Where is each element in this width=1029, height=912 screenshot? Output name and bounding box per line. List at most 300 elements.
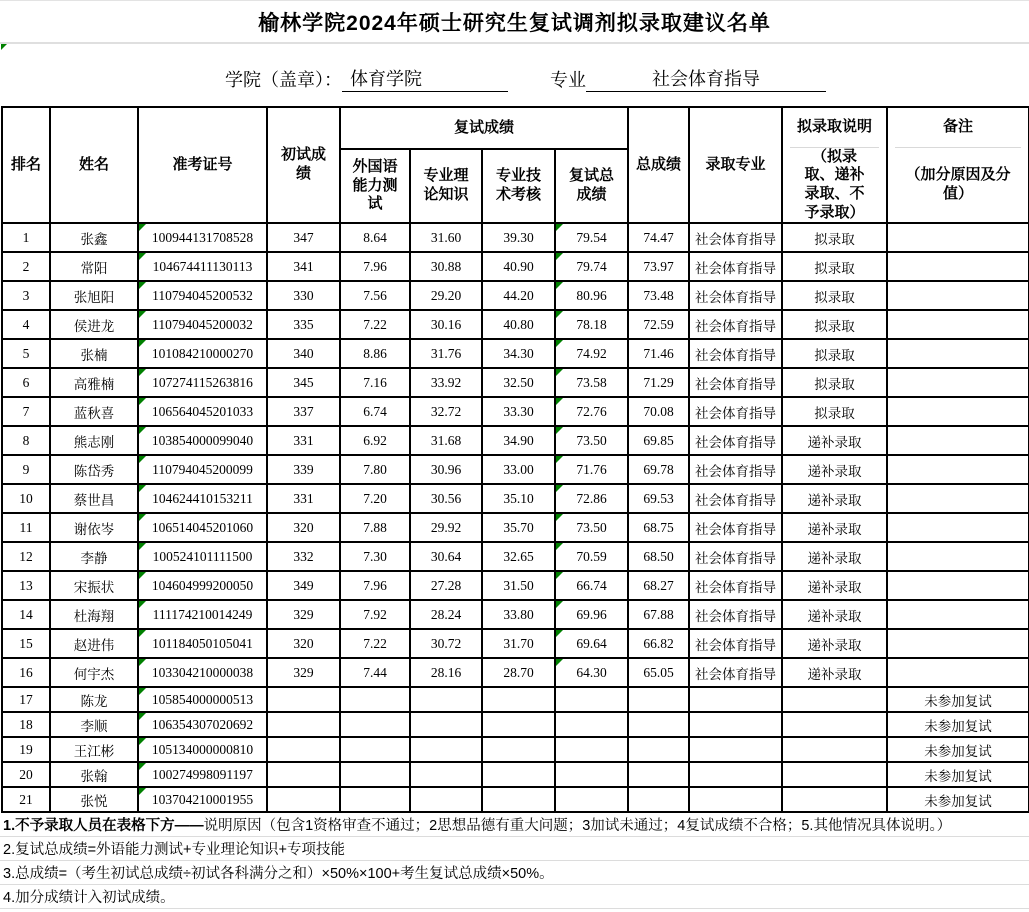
cell-remark[interactable]	[887, 571, 1029, 600]
cell-exam-id[interactable]: 103304210000038	[138, 658, 267, 687]
cell-exam-id[interactable]: 100524101111500	[138, 542, 267, 571]
cell-rank[interactable]: 15	[2, 629, 50, 658]
cell-admit-major[interactable]: 社会体育指导	[689, 368, 782, 397]
cell-exam-id[interactable]: 107274115263816	[138, 368, 267, 397]
cell-decision[interactable]	[782, 762, 887, 787]
cell-remark[interactable]: 未参加复试	[887, 687, 1029, 712]
cell-foreign-score[interactable]	[340, 762, 410, 787]
cell-retest-total-score[interactable]	[555, 712, 628, 737]
cell-theory-score[interactable]: 30.88	[410, 252, 482, 281]
cell-total-score[interactable]	[628, 737, 689, 762]
table-row	[2, 629, 1029, 658]
cell-admit-major[interactable]	[689, 787, 782, 812]
cell-technical-score[interactable]: 34.90	[482, 426, 555, 455]
cell-name[interactable]: 杜海翔	[50, 600, 138, 629]
cell-foreign-score[interactable]: 7.80	[340, 455, 410, 484]
cell-technical-score[interactable]: 35.10	[482, 484, 555, 513]
cell-admit-major[interactable]: 社会体育指导	[689, 542, 782, 571]
cell-total-score[interactable]: 67.88	[628, 600, 689, 629]
cell-foreign-score[interactable]	[340, 787, 410, 812]
cell-total-score[interactable]: 68.75	[628, 513, 689, 542]
cell-corner-marker-icon	[556, 311, 563, 318]
cell-name[interactable]: 张悦	[50, 787, 138, 812]
cell-total-score[interactable]: 73.48	[628, 281, 689, 310]
cell-exam-id[interactable]: 100274998091197	[138, 762, 267, 787]
cell-name[interactable]: 赵进伟	[50, 629, 138, 658]
cell-initial-score[interactable]: 331	[267, 484, 340, 513]
cell-foreign-score[interactable]	[340, 687, 410, 712]
cell-retest-total-score[interactable]: 70.59	[555, 542, 628, 571]
cell-total-score[interactable]	[628, 687, 689, 712]
cell-remark[interactable]	[887, 600, 1029, 629]
cell-name[interactable]: 陈岱秀	[50, 455, 138, 484]
col-header-retest-group[interactable]: 复试成绩	[340, 107, 628, 149]
footnote-bold-text: 1.不予录取人员在表格下方——	[3, 818, 204, 834]
cell-foreign-score[interactable]: 7.16	[340, 368, 410, 397]
cell-initial-score[interactable]	[267, 737, 340, 762]
cell-technical-score[interactable]: 40.90	[482, 252, 555, 281]
cell-decision[interactable]: 递补录取	[782, 455, 887, 484]
cell-initial-score[interactable]	[267, 712, 340, 737]
cell-rank[interactable]: 19	[2, 737, 50, 762]
cell-retest-total-score[interactable]: 79.54	[555, 223, 628, 252]
cell-remark[interactable]: 未参加复试	[887, 787, 1029, 812]
cell-retest-total-score[interactable]: 74.92	[555, 339, 628, 368]
cell-retest-total-score[interactable]: 79.74	[555, 252, 628, 281]
cell-total-score[interactable]: 71.46	[628, 339, 689, 368]
cell-remark[interactable]: 未参加复试	[887, 712, 1029, 737]
cell-exam-id[interactable]: 106354307020692	[138, 712, 267, 737]
cell-admit-major[interactable]	[689, 712, 782, 737]
cell-retest-total-score[interactable]: 73.58	[555, 368, 628, 397]
cell-initial-score[interactable]: 339	[267, 455, 340, 484]
cell-theory-score[interactable]: 32.72	[410, 397, 482, 426]
cell-total-score[interactable]: 73.97	[628, 252, 689, 281]
cell-remark[interactable]	[887, 658, 1029, 687]
cell-decision[interactable]: 拟录取	[782, 310, 887, 339]
cell-theory-score[interactable]: 30.16	[410, 310, 482, 339]
cell-remark[interactable]: 未参加复试	[887, 762, 1029, 787]
cell-admit-major[interactable]: 社会体育指导	[689, 223, 782, 252]
cell-decision[interactable]: 递补录取	[782, 426, 887, 455]
cell-rank[interactable]: 1	[2, 223, 50, 252]
cell-rank[interactable]: 10	[2, 484, 50, 513]
cell-theory-score[interactable]: 30.64	[410, 542, 482, 571]
cell-total-score[interactable]	[628, 712, 689, 737]
cell-foreign-score[interactable]: 8.64	[340, 223, 410, 252]
cell-name[interactable]: 高雅楠	[50, 368, 138, 397]
cell-remark[interactable]	[887, 513, 1029, 542]
cell-admit-major[interactable]: 社会体育指导	[689, 252, 782, 281]
cell-name[interactable]: 蔡世昌	[50, 484, 138, 513]
cell-theory-score[interactable]	[410, 687, 482, 712]
cell-theory-score[interactable]: 31.60	[410, 223, 482, 252]
cell-corner-marker-icon	[139, 572, 146, 579]
cell-initial-score[interactable]: 329	[267, 658, 340, 687]
table-row	[2, 513, 1029, 542]
cell-foreign-score[interactable]: 7.96	[340, 571, 410, 600]
cell-retest-total-score[interactable]: 72.86	[555, 484, 628, 513]
cell-admit-major[interactable]: 社会体育指导	[689, 339, 782, 368]
table-row	[2, 658, 1029, 687]
cell-corner-marker-icon	[556, 659, 563, 666]
col-header-rank[interactable]: 排名	[2, 107, 50, 223]
cell-initial-score[interactable]: 330	[267, 281, 340, 310]
footnote-text: 4.加分成绩计入初试成绩。	[3, 890, 175, 906]
cell-rank[interactable]: 9	[2, 455, 50, 484]
cell-corner-marker-icon	[556, 601, 563, 608]
cell-initial-score[interactable]: 332	[267, 542, 340, 571]
cell-theory-score[interactable]	[410, 737, 482, 762]
cell-exam-id[interactable]: 110794045200032	[138, 310, 267, 339]
cell-admit-major[interactable]: 社会体育指导	[689, 310, 782, 339]
cell-initial-score[interactable]	[267, 762, 340, 787]
cell-remark[interactable]	[887, 629, 1029, 658]
table-row	[2, 687, 1029, 712]
table-row	[2, 397, 1029, 426]
footnote-text: 说明原因（包含1资格审查不通过；2思想品德有重大问题；3加试未通过；4复试成绩不合格；5.其他情况具体说明。）	[203, 818, 952, 834]
cell-remark[interactable]	[887, 455, 1029, 484]
cell-corner-marker-icon	[139, 282, 146, 289]
cell-exam-id[interactable]: 105134000000810	[138, 737, 267, 762]
cell-admit-major[interactable]	[689, 762, 782, 787]
cell-technical-score[interactable]: 33.30	[482, 397, 555, 426]
cell-admit-major[interactable]: 社会体育指导	[689, 658, 782, 687]
cell-initial-score[interactable]: 340	[267, 339, 340, 368]
cell-admit-major[interactable]	[689, 687, 782, 712]
table-row	[2, 339, 1029, 368]
cell-decision[interactable]: 递补录取	[782, 542, 887, 571]
cell-initial-score[interactable]: 331	[267, 426, 340, 455]
cell-theory-score[interactable]: 31.68	[410, 426, 482, 455]
col-header-decision[interactable]	[782, 107, 887, 223]
cell-retest-total-score[interactable]: 72.76	[555, 397, 628, 426]
cell-foreign-score[interactable]: 7.92	[340, 600, 410, 629]
cell-technical-score[interactable]: 31.50	[482, 571, 555, 600]
cell-theory-score[interactable]	[410, 712, 482, 737]
cell-remark[interactable]	[887, 542, 1029, 571]
cell-decision[interactable]: 拟录取	[782, 397, 887, 426]
cell-retest-total-score[interactable]	[555, 687, 628, 712]
cell-theory-score[interactable]	[410, 762, 482, 787]
cell-rank[interactable]: 5	[2, 339, 50, 368]
cell-theory-score[interactable]: 29.20	[410, 281, 482, 310]
cell-exam-id[interactable]: 101184050105041	[138, 629, 267, 658]
decision-header-title: 拟录取说明	[790, 108, 879, 148]
cell-foreign-score[interactable]: 8.86	[340, 339, 410, 368]
cell-admit-major[interactable]: 社会体育指导	[689, 281, 782, 310]
cell-exam-id[interactable]: 101084210000270	[138, 339, 267, 368]
cell-foreign-score[interactable]	[340, 737, 410, 762]
cell-initial-score[interactable]: 337	[267, 397, 340, 426]
cell-total-score[interactable]: 70.08	[628, 397, 689, 426]
cell-retest-total-score[interactable]: 78.18	[555, 310, 628, 339]
cell-total-score[interactable]: 72.59	[628, 310, 689, 339]
cell-retest-total-score[interactable]: 73.50	[555, 513, 628, 542]
cell-exam-id[interactable]: 110794045200099	[138, 455, 267, 484]
cell-name[interactable]: 张鑫	[50, 223, 138, 252]
cell-name[interactable]: 侯进龙	[50, 310, 138, 339]
cell-foreign-score[interactable]: 7.30	[340, 542, 410, 571]
cell-name[interactable]: 宋振状	[50, 571, 138, 600]
cell-technical-score[interactable]: 44.20	[482, 281, 555, 310]
cell-foreign-score[interactable]: 7.22	[340, 629, 410, 658]
cell-total-score[interactable]: 71.29	[628, 368, 689, 397]
cell-retest-total-score[interactable]	[555, 787, 628, 812]
table-row	[2, 542, 1029, 571]
cell-admit-major[interactable]: 社会体育指导	[689, 629, 782, 658]
cell-exam-id[interactable]: 111174210014249	[138, 600, 267, 629]
cell-rank[interactable]: 21	[2, 787, 50, 812]
cell-rank[interactable]: 12	[2, 542, 50, 571]
cell-initial-score[interactable]	[267, 687, 340, 712]
cell-theory-score[interactable]: 27.28	[410, 571, 482, 600]
cell-rank[interactable]: 16	[2, 658, 50, 687]
cell-exam-id[interactable]: 106514045201060	[138, 513, 267, 542]
cell-total-score[interactable]: 69.85	[628, 426, 689, 455]
cell-name[interactable]: 张楠	[50, 339, 138, 368]
cell-initial-score[interactable]	[267, 787, 340, 812]
cell-theory-score[interactable]: 28.16	[410, 658, 482, 687]
cell-retest-total-score[interactable]: 69.64	[555, 629, 628, 658]
cell-remark[interactable]	[887, 368, 1029, 397]
cell-theory-score[interactable]: 29.92	[410, 513, 482, 542]
cell-exam-id[interactable]: 103854000099040	[138, 426, 267, 455]
cell-theory-score[interactable]	[410, 787, 482, 812]
cell-corner-marker-icon	[139, 601, 146, 608]
cell-exam-id[interactable]: 100944131708528	[138, 223, 267, 252]
cell-name[interactable]: 谢依岑	[50, 513, 138, 542]
cell-total-score[interactable]: 68.27	[628, 571, 689, 600]
cell-exam-id[interactable]: 103704210001955	[138, 787, 267, 812]
cell-initial-score[interactable]: 341	[267, 252, 340, 281]
cell-name[interactable]: 何宇杰	[50, 658, 138, 687]
cell-corner-marker-icon	[139, 311, 146, 318]
table-row	[2, 455, 1029, 484]
cell-rank[interactable]: 20	[2, 762, 50, 787]
results-table	[1, 106, 1029, 813]
col-header-initial-score[interactable]: 初试成绩	[267, 107, 340, 223]
cell-decision[interactable]	[782, 712, 887, 737]
cell-technical-score[interactable]: 32.65	[482, 542, 555, 571]
cell-foreign-score[interactable]: 7.56	[340, 281, 410, 310]
cell-retest-total-score[interactable]	[555, 762, 628, 787]
cell-foreign-score[interactable]: 6.92	[340, 426, 410, 455]
cell-decision[interactable]: 拟录取	[782, 281, 887, 310]
col-header-remark[interactable]	[887, 107, 1029, 223]
cell-retest-total-score[interactable]	[555, 737, 628, 762]
cell-decision[interactable]: 拟录取	[782, 223, 887, 252]
cell-decision[interactable]: 拟录取	[782, 339, 887, 368]
cell-initial-score[interactable]: 320	[267, 629, 340, 658]
cell-rank[interactable]: 11	[2, 513, 50, 542]
col-header-foreign-lang[interactable]: 外国语能力测试	[340, 149, 410, 223]
footnotes	[0, 813, 1029, 909]
cell-admit-major[interactable]	[689, 737, 782, 762]
cell-corner-marker-icon	[139, 738, 146, 745]
decision-header-subtitle: （拟录取、递补录取、不予录取）	[804, 147, 865, 221]
cell-name[interactable]: 常阳	[50, 252, 138, 281]
cell-rank[interactable]: 18	[2, 712, 50, 737]
cell-total-score[interactable]	[628, 762, 689, 787]
cell-total-score[interactable]: 69.78	[628, 455, 689, 484]
cell-admit-major[interactable]: 社会体育指导	[689, 484, 782, 513]
cell-retest-total-score[interactable]: 73.50	[555, 426, 628, 455]
footnote-text: 3.总成绩=（考生初试总成绩÷初试各科满分之和）×50%×100+考生复试总成绩×50%。	[3, 866, 554, 882]
col-header-theory[interactable]: 专业理论知识	[410, 149, 482, 223]
cell-rank[interactable]: 7	[2, 397, 50, 426]
cell-remark[interactable]	[887, 397, 1029, 426]
cell-exam-id[interactable]: 110794045200532	[138, 281, 267, 310]
cell-admit-major[interactable]: 社会体育指导	[689, 426, 782, 455]
cell-total-score[interactable]	[628, 787, 689, 812]
cell-technical-score[interactable]: 28.70	[482, 658, 555, 687]
cell-name[interactable]: 陈龙	[50, 687, 138, 712]
cell-name[interactable]: 张旭阳	[50, 281, 138, 310]
cell-admit-major[interactable]: 社会体育指导	[689, 600, 782, 629]
cell-exam-id[interactable]: 104604999200050	[138, 571, 267, 600]
cell-decision[interactable]: 递补录取	[782, 484, 887, 513]
cell-admit-major[interactable]: 社会体育指导	[689, 513, 782, 542]
cell-remark[interactable]	[887, 484, 1029, 513]
cell-decision[interactable]: 递补录取	[782, 571, 887, 600]
cell-remark[interactable]	[887, 223, 1029, 252]
cell-initial-score[interactable]: 347	[267, 223, 340, 252]
remark-header-title: 备注	[895, 108, 1021, 148]
cell-decision[interactable]: 递补录取	[782, 658, 887, 687]
cell-technical-score[interactable]	[482, 687, 555, 712]
cell-name[interactable]: 蓝秋喜	[50, 397, 138, 426]
cell-technical-score[interactable]: 33.00	[482, 455, 555, 484]
cell-foreign-score[interactable]: 6.74	[340, 397, 410, 426]
cell-foreign-score[interactable]: 7.20	[340, 484, 410, 513]
cell-technical-score[interactable]: 33.80	[482, 600, 555, 629]
cell-technical-score[interactable]	[482, 712, 555, 737]
cell-technical-score[interactable]: 34.30	[482, 339, 555, 368]
col-header-name[interactable]: 姓名	[50, 107, 138, 223]
cell-exam-id[interactable]: 106564045201033	[138, 397, 267, 426]
cell-corner-marker-icon	[556, 514, 563, 521]
cell-rank[interactable]: 13	[2, 571, 50, 600]
cell-remark[interactable]	[887, 252, 1029, 281]
cell-exam-id[interactable]: 105854000000513	[138, 687, 267, 712]
cell-retest-total-score[interactable]: 66.74	[555, 571, 628, 600]
cell-rank[interactable]: 2	[2, 252, 50, 281]
cell-corner-marker-icon	[556, 543, 563, 550]
cell-total-score[interactable]: 65.05	[628, 658, 689, 687]
cell-theory-score[interactable]: 30.96	[410, 455, 482, 484]
cell-total-score[interactable]: 74.47	[628, 223, 689, 252]
cell-decision[interactable]	[782, 787, 887, 812]
table-row	[2, 712, 1029, 737]
cell-initial-score[interactable]: 329	[267, 600, 340, 629]
col-header-technical[interactable]: 专业技术考核	[482, 149, 555, 223]
cell-rank[interactable]: 14	[2, 600, 50, 629]
cell-foreign-score[interactable]: 7.22	[340, 310, 410, 339]
cell-retest-total-score[interactable]: 69.96	[555, 600, 628, 629]
cell-foreign-score[interactable]: 7.96	[340, 252, 410, 281]
cell-technical-score[interactable]: 35.70	[482, 513, 555, 542]
cell-name[interactable]: 李静	[50, 542, 138, 571]
cell-name[interactable]: 熊志刚	[50, 426, 138, 455]
cell-retest-total-score[interactable]: 71.76	[555, 455, 628, 484]
cell-initial-score[interactable]: 320	[267, 513, 340, 542]
cell-foreign-score[interactable]	[340, 712, 410, 737]
col-header-total-score[interactable]: 总成绩	[628, 107, 689, 223]
cell-technical-score[interactable]	[482, 737, 555, 762]
cell-remark[interactable]	[887, 310, 1029, 339]
cell-remark[interactable]	[887, 339, 1029, 368]
cell-technical-score[interactable]: 32.50	[482, 368, 555, 397]
cell-theory-score[interactable]: 30.56	[410, 484, 482, 513]
cell-rank[interactable]: 3	[2, 281, 50, 310]
cell-initial-score[interactable]: 349	[267, 571, 340, 600]
cell-rank[interactable]: 17	[2, 687, 50, 712]
cell-name[interactable]: 李顺	[50, 712, 138, 737]
cell-decision[interactable]: 拟录取	[782, 252, 887, 281]
cell-retest-total-score[interactable]: 80.96	[555, 281, 628, 310]
cell-rank[interactable]: 4	[2, 310, 50, 339]
cell-decision[interactable]	[782, 687, 887, 712]
cell-corner-marker-icon	[139, 224, 146, 231]
cell-decision[interactable]: 拟录取	[782, 368, 887, 397]
cell-theory-score[interactable]: 33.92	[410, 368, 482, 397]
cell-foreign-score[interactable]: 7.44	[340, 658, 410, 687]
cell-name[interactable]: 张翰	[50, 762, 138, 787]
footnote-line	[0, 837, 1029, 861]
cell-decision[interactable]: 递补录取	[782, 513, 887, 542]
cell-rank[interactable]: 6	[2, 368, 50, 397]
table-row	[2, 252, 1029, 281]
cell-decision[interactable]: 递补录取	[782, 600, 887, 629]
cell-total-score[interactable]: 66.82	[628, 629, 689, 658]
cell-admit-major[interactable]: 社会体育指导	[689, 455, 782, 484]
cell-technical-score[interactable]: 39.30	[482, 223, 555, 252]
cell-admit-major[interactable]: 社会体育指导	[689, 571, 782, 600]
cell-total-score[interactable]: 69.53	[628, 484, 689, 513]
cell-remark[interactable]	[887, 281, 1029, 310]
cell-rank[interactable]: 8	[2, 426, 50, 455]
cell-theory-score[interactable]: 31.76	[410, 339, 482, 368]
col-header-exam-id[interactable]: 准考证号	[138, 107, 267, 223]
cell-remark[interactable]: 未参加复试	[887, 737, 1029, 762]
cell-theory-score[interactable]: 30.72	[410, 629, 482, 658]
cell-initial-score[interactable]: 345	[267, 368, 340, 397]
cell-total-score[interactable]: 68.50	[628, 542, 689, 571]
col-header-retest-total[interactable]: 复试总成绩	[555, 149, 628, 223]
col-header-admit-major[interactable]: 录取专业	[689, 107, 782, 223]
cell-technical-score[interactable]	[482, 762, 555, 787]
cell-exam-id[interactable]: 104624410153211	[138, 484, 267, 513]
cell-decision[interactable]	[782, 737, 887, 762]
cell-decision[interactable]: 递补录取	[782, 629, 887, 658]
cell-initial-score[interactable]: 335	[267, 310, 340, 339]
table-row	[2, 484, 1029, 513]
cell-corner-marker-icon	[139, 688, 146, 695]
cell-foreign-score[interactable]: 7.88	[340, 513, 410, 542]
cell-corner-marker-icon	[556, 369, 563, 376]
cell-technical-score[interactable]: 40.80	[482, 310, 555, 339]
cell-exam-id[interactable]: 104674411130113	[138, 252, 267, 281]
college-value: 体育学院	[342, 67, 508, 92]
cell-name[interactable]: 王江彬	[50, 737, 138, 762]
cell-admit-major[interactable]: 社会体育指导	[689, 397, 782, 426]
cell-remark[interactable]	[887, 426, 1029, 455]
cell-technical-score[interactable]: 31.70	[482, 629, 555, 658]
cell-theory-score[interactable]: 28.24	[410, 600, 482, 629]
cell-technical-score[interactable]	[482, 787, 555, 812]
cell-retest-total-score[interactable]: 64.30	[555, 658, 628, 687]
